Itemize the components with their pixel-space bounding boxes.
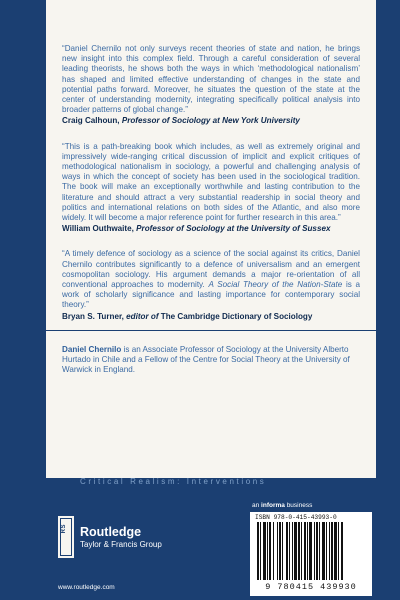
endorsement-2: [62, 142, 360, 235]
quote-text-part: “A timely defence of sociology as a science of the social against its critics, Daniel Chernilo contributes significantly to a defence of universalism and an emergent cosmopolitan sociology. His argument demands a major re-orientation of all conventional approaches to modernity.: [62, 249, 360, 290]
quote-text: “Daniel Chernilo not only surveys recent theories of state and nation, he brings new insight into this complex field. Through a careful consideration of several leading theorists, he shows both the ways in which ‘methodological nationalism’ has shaped and limited effective understanding of changes in the state and potential paths forward. Moreover, he situates the question of the state at the center of understanding modernity, integrating specifically political analysis into broader patterns of global change.”: [62, 44, 360, 115]
isbn-label: ISBN 978-0-415-43993-0: [255, 514, 337, 521]
barcode-bar: [260, 522, 261, 580]
barcode-bar: [316, 522, 318, 580]
endorser-name: Craig Calhoun,: [62, 116, 120, 126]
quote-attribution: [62, 116, 360, 126]
author-name: Daniel Chernilo: [62, 344, 122, 354]
informa-brand: informa: [261, 502, 285, 509]
barcode-bar: [269, 522, 271, 580]
barcode-bar: [289, 522, 290, 580]
barcode-bar: [326, 522, 327, 580]
barcode-bar: [341, 522, 343, 580]
endorser-role: Professor of Sociology at the University of Sussex: [136, 224, 331, 234]
barcode-bar: [301, 522, 302, 580]
barcode-bar: [304, 522, 306, 580]
quote-text-part: is a work of scholarly significance and lasting importance for contemporary social theory.”: [62, 280, 360, 310]
barcode-bar: [267, 522, 268, 580]
barcode-bar: [273, 522, 274, 580]
series-title: Critical Realism: Interventions: [80, 477, 267, 486]
barcode-bar: [279, 522, 281, 580]
barcode-bar: [298, 522, 300, 580]
publisher-group: Taylor & Francis Group: [80, 540, 162, 549]
barcode-bar: [282, 522, 283, 580]
publisher-name: Routledge: [80, 525, 142, 539]
divider: [46, 330, 376, 331]
endorsements-panel: [46, 0, 376, 478]
endorser-book: The Cambridge Dictionary of Sociology: [160, 311, 313, 321]
barcode-bar: [314, 522, 315, 580]
barcode-bar: [329, 522, 330, 580]
endorser-role: Professor of Sociology at New York University: [121, 116, 300, 126]
endorser-name: Bryan S. Turner,: [62, 311, 124, 321]
endorser-role: editor of: [126, 311, 159, 321]
barcode-bar: [257, 522, 259, 580]
endorsement-1: [62, 44, 360, 127]
barcode-icon: [255, 522, 367, 580]
informa-business: [252, 502, 312, 509]
barcode-bar: [322, 522, 325, 580]
barcode-bar: [277, 522, 278, 580]
author-bio-text: is an Associate Professor of Sociology at the University Alberto Hurtado in Chile and a Fellow of the Centre for Social Theory at the University of Warwick in England.: [62, 344, 350, 375]
barcode-number: 9 780415 439930: [265, 582, 357, 592]
endorser-name: William Outhwaite,: [62, 224, 134, 234]
barcode-bar: [331, 522, 333, 580]
barcode-bar: [309, 522, 312, 580]
barcode-bar: [294, 522, 297, 580]
publisher-url: www.routledge.com: [58, 584, 115, 591]
barcode-bar: [292, 522, 293, 580]
barcode-bar: [334, 522, 337, 580]
informa-prefix: an: [252, 502, 262, 509]
book-title: A Social Theory of the Nation-State: [208, 280, 343, 290]
quote-attribution: [62, 312, 360, 322]
barcode-bar: [286, 522, 288, 580]
quote-text: [62, 249, 360, 310]
barcode-bar: [307, 522, 308, 580]
quote-attribution: [62, 224, 360, 234]
quote-text: “This is a path-breaking book which includes, as well as extremely original and impressively wide-ranging critical discussion of implicit and explicit critiques of methodological nationalism in sociology, a powerful and challenging analysis of ways in which the concept of society has been used in the sociological tradition. The book will make an exceptionally worthwhile and lasting contribution to the literature and should attract a very substantial readership in social theory and politics and international relations on both sides of the Atlantic, and also more widely. It will become a major reference point for further research in this area.”: [62, 141, 360, 223]
endorsement-3: [62, 249, 360, 321]
logo-letters: RS: [61, 524, 67, 534]
informa-suffix: business: [284, 502, 313, 509]
author-bio: [62, 345, 360, 376]
barcode-bar: [263, 522, 266, 580]
barcode-bar: [319, 522, 320, 580]
barcode-bar: [338, 522, 339, 580]
